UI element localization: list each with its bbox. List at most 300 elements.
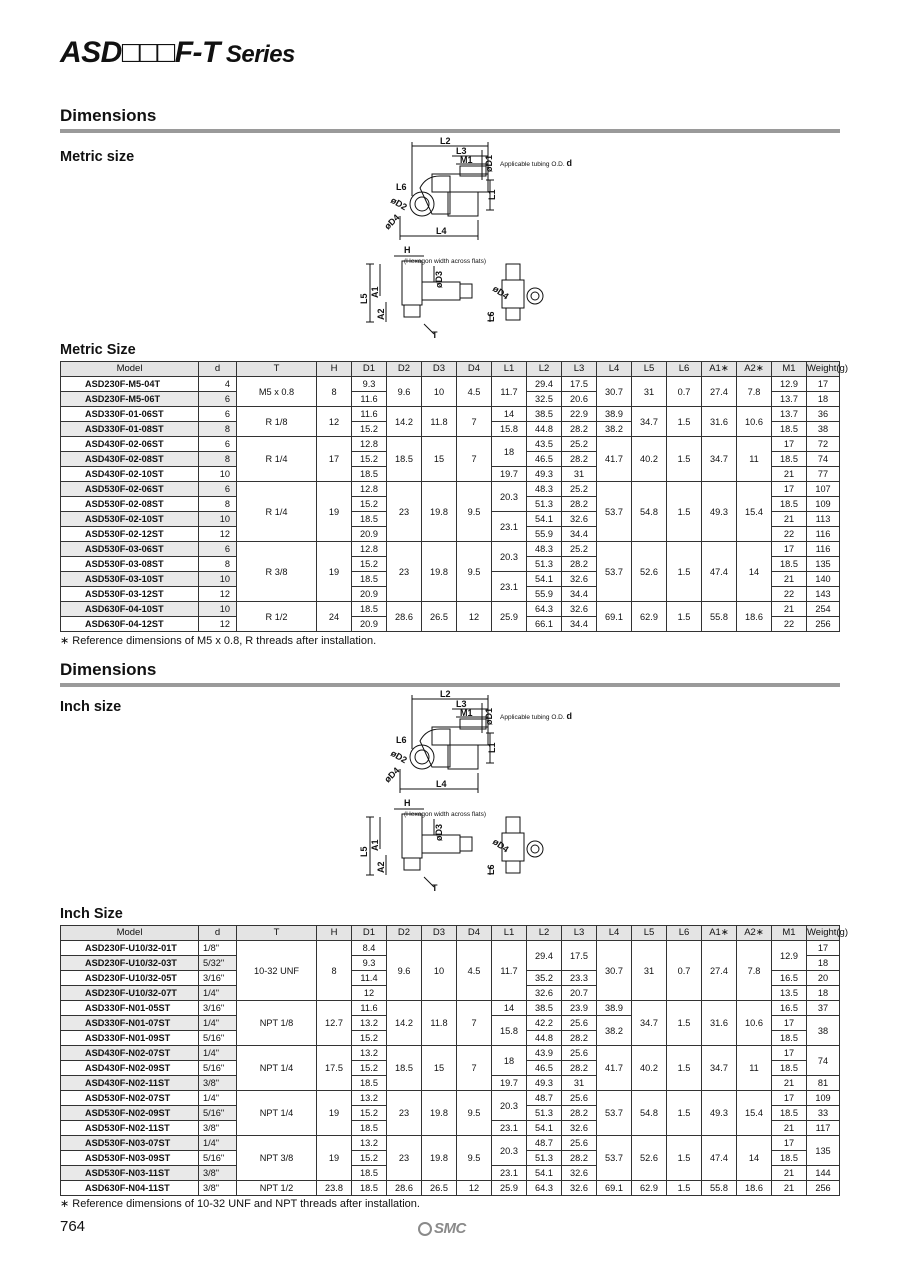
cell-l2: 38.5 xyxy=(527,407,562,422)
cell-d2: 18.5 xyxy=(387,1046,422,1091)
cell-a1: 55.8 xyxy=(702,602,737,632)
model-cell: ASD530F-N02-07ST xyxy=(61,1091,199,1106)
cell-d: 3/16" xyxy=(199,1001,237,1016)
cell-weightg: 254 xyxy=(807,602,840,617)
cell-d: 6 xyxy=(199,542,237,557)
cell-l3: 25.6 xyxy=(562,1046,597,1061)
cell-l3: 28.2 xyxy=(562,422,597,437)
cell-l2: 64.3 xyxy=(527,1181,562,1196)
cell-m1: 17 xyxy=(772,542,807,557)
cell-l6: 1.5 xyxy=(667,602,702,632)
cell-l5: 31 xyxy=(632,941,667,1001)
label-T: T xyxy=(432,883,438,893)
cell-l1: 15.8 xyxy=(492,422,527,437)
cell-l5: 62.9 xyxy=(632,602,667,632)
cell-d1: 11.6 xyxy=(352,1001,387,1016)
cell-l1: 14 xyxy=(492,1001,527,1016)
cell-d: 10 xyxy=(199,512,237,527)
cell-t: R 1/4 xyxy=(237,482,317,542)
cell-a2: 10.6 xyxy=(737,1001,772,1046)
cell-l3: 34.4 xyxy=(562,527,597,542)
cell-l3: 28.2 xyxy=(562,452,597,467)
cell-d1: 18.5 xyxy=(352,467,387,482)
cell-l3: 28.2 xyxy=(562,1151,597,1166)
model-cell: ASD630F-N04-11ST xyxy=(61,1181,199,1196)
label-D4-side: øD4 xyxy=(490,836,511,855)
section-dimensions-metric xyxy=(60,106,840,133)
cell-d: 1/4" xyxy=(199,1091,237,1106)
cell-weightg: 109 xyxy=(807,497,840,512)
cell-d: 4 xyxy=(199,377,237,392)
col-header: A2∗ xyxy=(737,362,772,377)
table-row xyxy=(61,377,840,392)
cell-t: R 1/2 xyxy=(237,602,317,632)
cell-l3: 17.5 xyxy=(562,377,597,392)
col-header: T xyxy=(237,926,317,941)
cell-m1: 18.5 xyxy=(772,1031,807,1046)
cell-d2: 28.6 xyxy=(387,602,422,632)
cell-a1: 47.4 xyxy=(702,542,737,602)
cell-l6: 1.5 xyxy=(667,1046,702,1091)
label-H: H xyxy=(404,798,411,808)
cell-weightg: 116 xyxy=(807,527,840,542)
cell-weightg: 17 xyxy=(807,941,840,956)
cell-d: 5/32" xyxy=(199,956,237,971)
cell-l4: 41.7 xyxy=(597,437,632,482)
label-L4: L4 xyxy=(436,226,447,236)
cell-m1: 21 xyxy=(772,602,807,617)
cell-d2: 14.2 xyxy=(387,407,422,437)
cell-a2: 18.6 xyxy=(737,602,772,632)
cell-d: 12 xyxy=(199,527,237,542)
cell-d3: 19.8 xyxy=(422,1091,457,1136)
cell-l3: 25.2 xyxy=(562,542,597,557)
col-header: Model xyxy=(61,926,199,941)
cell-l5: 40.2 xyxy=(632,437,667,482)
cell-d: 5/16" xyxy=(199,1031,237,1046)
cell-l1: 14 xyxy=(492,407,527,422)
model-cell: ASD530F-03-08ST xyxy=(61,557,199,572)
col-header: d xyxy=(199,926,237,941)
cell-d1: 12.8 xyxy=(352,482,387,497)
cell-l3: 23.9 xyxy=(562,1001,597,1016)
cell-m1: 12.9 xyxy=(772,941,807,971)
model-cell: ASD530F-N03-07ST xyxy=(61,1136,199,1151)
cell-weightg: 77 xyxy=(807,467,840,482)
cell-d4: 4.5 xyxy=(457,377,492,407)
cell-d3: 11.8 xyxy=(422,407,457,437)
cell-h: 23.8 xyxy=(317,1181,352,1196)
cell-d: 6 xyxy=(199,392,237,407)
model-cell: ASD430F-N02-09ST xyxy=(61,1061,199,1076)
smc-logo xyxy=(418,1220,466,1237)
cell-d1: 12.8 xyxy=(352,437,387,452)
smc-logo-text: SMC xyxy=(434,1220,466,1237)
metric-note: ∗ Reference dimensions of M5 x 0.8, R threads after installation. xyxy=(60,635,377,647)
label-L5: L5 xyxy=(359,293,369,304)
cell-d: 10 xyxy=(199,602,237,617)
cell-l4: 53.7 xyxy=(597,542,632,602)
col-header: L2 xyxy=(527,926,562,941)
model-cell: ASD530F-N02-11ST xyxy=(61,1121,199,1136)
cell-d1: 18.5 xyxy=(352,1076,387,1091)
cell-d1: 11.6 xyxy=(352,392,387,407)
cell-l5: 34.7 xyxy=(632,407,667,437)
cell-m1: 22 xyxy=(772,527,807,542)
cell-d3: 15 xyxy=(422,437,457,482)
col-header: Weight(g) xyxy=(807,926,840,941)
cell-d3: 10 xyxy=(422,377,457,407)
cell-l4: 30.7 xyxy=(597,941,632,1001)
cell-m1: 21 xyxy=(772,1166,807,1181)
cell-l2: 66.1 xyxy=(527,617,562,632)
cell-l2: 46.5 xyxy=(527,452,562,467)
cell-l6: 1.5 xyxy=(667,542,702,602)
cell-weightg: 38 xyxy=(807,1016,840,1046)
col-header: D1 xyxy=(352,362,387,377)
label-tubing: Applicable tubing O.D. d xyxy=(500,158,572,168)
table-row xyxy=(61,542,840,557)
cell-d4: 9.5 xyxy=(457,542,492,602)
cell-weightg: 18 xyxy=(807,986,840,1001)
cell-l4: 69.1 xyxy=(597,602,632,632)
cell-d3: 26.5 xyxy=(422,1181,457,1196)
cell-l6: 1.5 xyxy=(667,437,702,482)
cell-d: 1/8" xyxy=(199,941,237,956)
cell-l5: 54.8 xyxy=(632,482,667,542)
cell-m1: 21 xyxy=(772,1181,807,1196)
label-D1: øD1 xyxy=(484,707,494,725)
cell-t: R 3/8 xyxy=(237,542,317,602)
cell-l2: 54.1 xyxy=(527,1121,562,1136)
cell-l1: 25.9 xyxy=(492,1181,527,1196)
cell-l4: 53.7 xyxy=(597,482,632,542)
model-cell: ASD330F-N01-05ST xyxy=(61,1001,199,1016)
label-L6-side: L6 xyxy=(486,311,496,322)
label-A2: A2 xyxy=(376,308,386,320)
smc-logo-icon xyxy=(418,1222,432,1236)
model-cell: ASD530F-N03-11ST xyxy=(61,1166,199,1181)
cell-l1: 20.3 xyxy=(492,1091,527,1121)
cell-weightg: 140 xyxy=(807,572,840,587)
cell-m1: 17 xyxy=(772,1136,807,1151)
cell-t: R 1/8 xyxy=(237,407,317,437)
cell-d4: 7 xyxy=(457,1001,492,1046)
cell-m1: 21 xyxy=(772,1121,807,1136)
label-L6: L6 xyxy=(396,735,407,745)
cell-m1: 21 xyxy=(772,572,807,587)
cell-d: 12 xyxy=(199,617,237,632)
cell-d1: 18.5 xyxy=(352,1181,387,1196)
cell-d4: 7 xyxy=(457,437,492,482)
cell-m1: 16.5 xyxy=(772,971,807,986)
cell-a1: 55.8 xyxy=(702,1181,737,1196)
cell-l3: 34.4 xyxy=(562,587,597,602)
cell-l2: 48.3 xyxy=(527,542,562,557)
label-D4: øD4 xyxy=(382,765,402,785)
cell-d1: 12 xyxy=(352,986,387,1001)
label-L3: L3 xyxy=(456,699,467,709)
cell-a1: 31.6 xyxy=(702,1001,737,1046)
cell-l3: 31 xyxy=(562,467,597,482)
cell-l3: 25.6 xyxy=(562,1136,597,1151)
cell-weightg: 107 xyxy=(807,482,840,497)
model-cell: ASD230F-U10/32-01T xyxy=(61,941,199,956)
cell-d: 6 xyxy=(199,437,237,452)
model-cell: ASD530F-02-12ST xyxy=(61,527,199,542)
cell-d1: 20.9 xyxy=(352,587,387,602)
col-header: Weight(g) xyxy=(807,362,840,377)
cell-d: 8 xyxy=(199,497,237,512)
cell-d4: 12 xyxy=(457,1181,492,1196)
cell-l5: 52.6 xyxy=(632,542,667,602)
cell-d3: 19.8 xyxy=(422,542,457,602)
cell-weightg: 74 xyxy=(807,452,840,467)
label-D1: øD1 xyxy=(484,154,494,172)
cell-weightg: 135 xyxy=(807,557,840,572)
subheading-inch-size: Inch size xyxy=(60,699,122,715)
cell-weightg: 18 xyxy=(807,956,840,971)
cell-t: M5 x 0.8 xyxy=(237,377,317,407)
cell-h: 17 xyxy=(317,437,352,482)
cell-l1: 20.3 xyxy=(492,542,527,572)
cell-m1: 13.7 xyxy=(772,407,807,422)
cell-l6: 1.5 xyxy=(667,482,702,542)
cell-l3: 32.6 xyxy=(562,512,597,527)
cell-l1: 18 xyxy=(492,1046,527,1076)
cell-l3: 32.6 xyxy=(562,602,597,617)
cell-weightg: 20 xyxy=(807,971,840,986)
col-header: Model xyxy=(61,362,199,377)
model-cell: ASD530F-03-10ST xyxy=(61,572,199,587)
table-row xyxy=(61,437,840,452)
cell-l3: 28.2 xyxy=(562,557,597,572)
cell-l3: 25.2 xyxy=(562,437,597,452)
cell-d: 8 xyxy=(199,557,237,572)
cell-l2: 32.6 xyxy=(527,986,562,1001)
cell-weightg: 116 xyxy=(807,542,840,557)
cell-a1: 34.7 xyxy=(702,437,737,482)
cell-d1: 18.5 xyxy=(352,512,387,527)
cell-l2: 54.1 xyxy=(527,1166,562,1181)
cell-l1: 23.1 xyxy=(492,572,527,602)
cell-d2: 28.6 xyxy=(387,1181,422,1196)
cell-d: 10 xyxy=(199,467,237,482)
cell-a2: 7.8 xyxy=(737,941,772,1001)
model-cell: ASD430F-02-06ST xyxy=(61,437,199,452)
cell-l2: 43.5 xyxy=(527,437,562,452)
table-row xyxy=(61,482,840,497)
cell-l1: 19.7 xyxy=(492,467,527,482)
cell-m1: 17 xyxy=(772,1091,807,1106)
cell-d2: 23 xyxy=(387,1136,422,1181)
col-header: D2 xyxy=(387,926,422,941)
cell-l1: 11.7 xyxy=(492,377,527,407)
cell-l4: 38.9 xyxy=(597,1001,632,1016)
cell-l3: 22.9 xyxy=(562,407,597,422)
cell-d2: 18.5 xyxy=(387,437,422,482)
label-hex: (Hexagon width across flats) xyxy=(404,258,487,265)
cell-l2: 44.8 xyxy=(527,422,562,437)
label-M1: M1 xyxy=(460,155,473,165)
cell-l2: 51.3 xyxy=(527,497,562,512)
cell-l2: 48.7 xyxy=(527,1091,562,1106)
cell-l2: 38.5 xyxy=(527,1001,562,1016)
cell-d1: 12.8 xyxy=(352,542,387,557)
cell-weightg: 113 xyxy=(807,512,840,527)
label-L4: L4 xyxy=(436,779,447,789)
cell-d4: 7 xyxy=(457,1046,492,1091)
cell-l3: 25.6 xyxy=(562,1091,597,1106)
cell-weightg: 143 xyxy=(807,587,840,602)
table-row xyxy=(61,1136,840,1151)
cell-l5: 34.7 xyxy=(632,1001,667,1046)
cell-a1: 31.6 xyxy=(702,407,737,437)
cell-l2: 48.3 xyxy=(527,482,562,497)
model-cell: ASD330F-01-06ST xyxy=(61,407,199,422)
cell-l3: 25.2 xyxy=(562,482,597,497)
cell-m1: 21 xyxy=(772,467,807,482)
cell-h: 8 xyxy=(317,941,352,1001)
cell-l3: 28.2 xyxy=(562,1106,597,1121)
label-H: H xyxy=(404,245,411,255)
table-row xyxy=(61,407,840,422)
cell-d2: 9.6 xyxy=(387,377,422,407)
cell-l1: 20.3 xyxy=(492,482,527,512)
cell-d: 1/4" xyxy=(199,1016,237,1031)
section-dimensions-inch xyxy=(60,660,840,687)
cell-d1: 8.4 xyxy=(352,941,387,956)
table-header-row xyxy=(61,362,840,377)
cell-l4: 69.1 xyxy=(597,1181,632,1196)
label-tubing: Applicable tubing O.D. d xyxy=(500,711,572,721)
label-L5: L5 xyxy=(359,846,369,857)
cell-d1: 15.2 xyxy=(352,1151,387,1166)
cell-l6: 1.5 xyxy=(667,1001,702,1046)
cell-l3: 28.2 xyxy=(562,497,597,512)
col-header: A1∗ xyxy=(702,926,737,941)
col-header: L6 xyxy=(667,362,702,377)
cell-weightg: 36 xyxy=(807,407,840,422)
cell-l3: 32.6 xyxy=(562,1166,597,1181)
cell-t: NPT 1/2 xyxy=(237,1181,317,1196)
cell-l6: 0.7 xyxy=(667,377,702,407)
model-cell: ASD630F-04-12ST xyxy=(61,617,199,632)
cell-d2: 23 xyxy=(387,542,422,602)
table-row xyxy=(61,1001,840,1016)
cell-l2: 29.4 xyxy=(527,377,562,392)
cell-l2: 64.3 xyxy=(527,602,562,617)
cell-l2: 42.2 xyxy=(527,1016,562,1031)
model-cell: ASD530F-02-08ST xyxy=(61,497,199,512)
cell-a1: 49.3 xyxy=(702,1091,737,1136)
cell-d: 3/8" xyxy=(199,1166,237,1181)
cell-d: 1/4" xyxy=(199,1046,237,1061)
model-cell: ASD530F-03-06ST xyxy=(61,542,199,557)
cell-d1: 11.4 xyxy=(352,971,387,986)
model-cell: ASD230F-U10/32-03T xyxy=(61,956,199,971)
drawing-inch xyxy=(360,688,600,900)
series-title-main: ASD□□□F-T xyxy=(60,36,220,69)
label-L3: L3 xyxy=(456,146,467,156)
cell-weightg: 109 xyxy=(807,1091,840,1106)
cell-h: 8 xyxy=(317,377,352,407)
cell-h: 12.7 xyxy=(317,1001,352,1046)
cell-l6: 1.5 xyxy=(667,407,702,437)
cell-d: 3/8" xyxy=(199,1076,237,1091)
subheading-metric-size: Metric size xyxy=(60,149,135,165)
col-header: A2∗ xyxy=(737,926,772,941)
cell-d1: 15.2 xyxy=(352,497,387,512)
col-header: D4 xyxy=(457,926,492,941)
label-L1: L1 xyxy=(487,189,497,200)
col-header: L1 xyxy=(492,926,527,941)
cell-d: 10 xyxy=(199,572,237,587)
label-D2: øD2 xyxy=(389,748,409,766)
cell-l2: 48.7 xyxy=(527,1136,562,1151)
col-header: L5 xyxy=(632,926,667,941)
cell-l1: 23.1 xyxy=(492,1121,527,1136)
cell-d1: 20.9 xyxy=(352,617,387,632)
model-cell: ASD430F-N02-11ST xyxy=(61,1076,199,1091)
metric-size-table xyxy=(60,361,849,632)
cell-l3: 32.6 xyxy=(562,572,597,587)
col-header: H xyxy=(317,362,352,377)
cell-l2: 54.1 xyxy=(527,512,562,527)
table-row xyxy=(61,941,840,956)
cell-d1: 15.2 xyxy=(352,1106,387,1121)
cell-d: 3/16" xyxy=(199,971,237,986)
cell-l4: 53.7 xyxy=(597,1091,632,1136)
series-title-suffix: Series xyxy=(225,41,295,68)
cell-d1: 15.2 xyxy=(352,1031,387,1046)
cell-t: R 1/4 xyxy=(237,437,317,482)
cell-h: 19 xyxy=(317,542,352,602)
inch-size-table xyxy=(60,925,849,1196)
table-row xyxy=(61,602,840,617)
cell-t: NPT 3/8 xyxy=(237,1136,317,1181)
cell-l5: 40.2 xyxy=(632,1046,667,1091)
cell-m1: 16.5 xyxy=(772,1001,807,1016)
drawing-metric xyxy=(360,136,600,346)
col-header: M1 xyxy=(772,926,807,941)
cell-d: 6 xyxy=(199,407,237,422)
cell-a1: 27.4 xyxy=(702,377,737,407)
cell-weightg: 37 xyxy=(807,1001,840,1016)
model-cell: ASD230F-U10/32-05T xyxy=(61,971,199,986)
cell-l3: 28.2 xyxy=(562,1061,597,1076)
table-title-metric: Metric Size xyxy=(60,342,136,358)
cell-l5: 62.9 xyxy=(632,1181,667,1196)
label-A2: A2 xyxy=(376,861,386,873)
cell-h: 19 xyxy=(317,1136,352,1181)
cell-l2: 44.8 xyxy=(527,1031,562,1046)
cell-l1: 15.8 xyxy=(492,1016,527,1046)
cell-d2: 9.6 xyxy=(387,941,422,1001)
label-A1: A1 xyxy=(370,286,380,298)
cell-a1: 27.4 xyxy=(702,941,737,1001)
cell-a2: 10.6 xyxy=(737,407,772,437)
cell-weightg: 117 xyxy=(807,1121,840,1136)
cell-m1: 17 xyxy=(772,437,807,452)
cell-l3: 25.6 xyxy=(562,1016,597,1031)
table-row xyxy=(61,1181,840,1196)
cell-weightg: 38 xyxy=(807,422,840,437)
cell-l5: 31 xyxy=(632,377,667,407)
cell-m1: 18.5 xyxy=(772,557,807,572)
model-cell: ASD530F-03-12ST xyxy=(61,587,199,602)
cell-m1: 18.5 xyxy=(772,422,807,437)
